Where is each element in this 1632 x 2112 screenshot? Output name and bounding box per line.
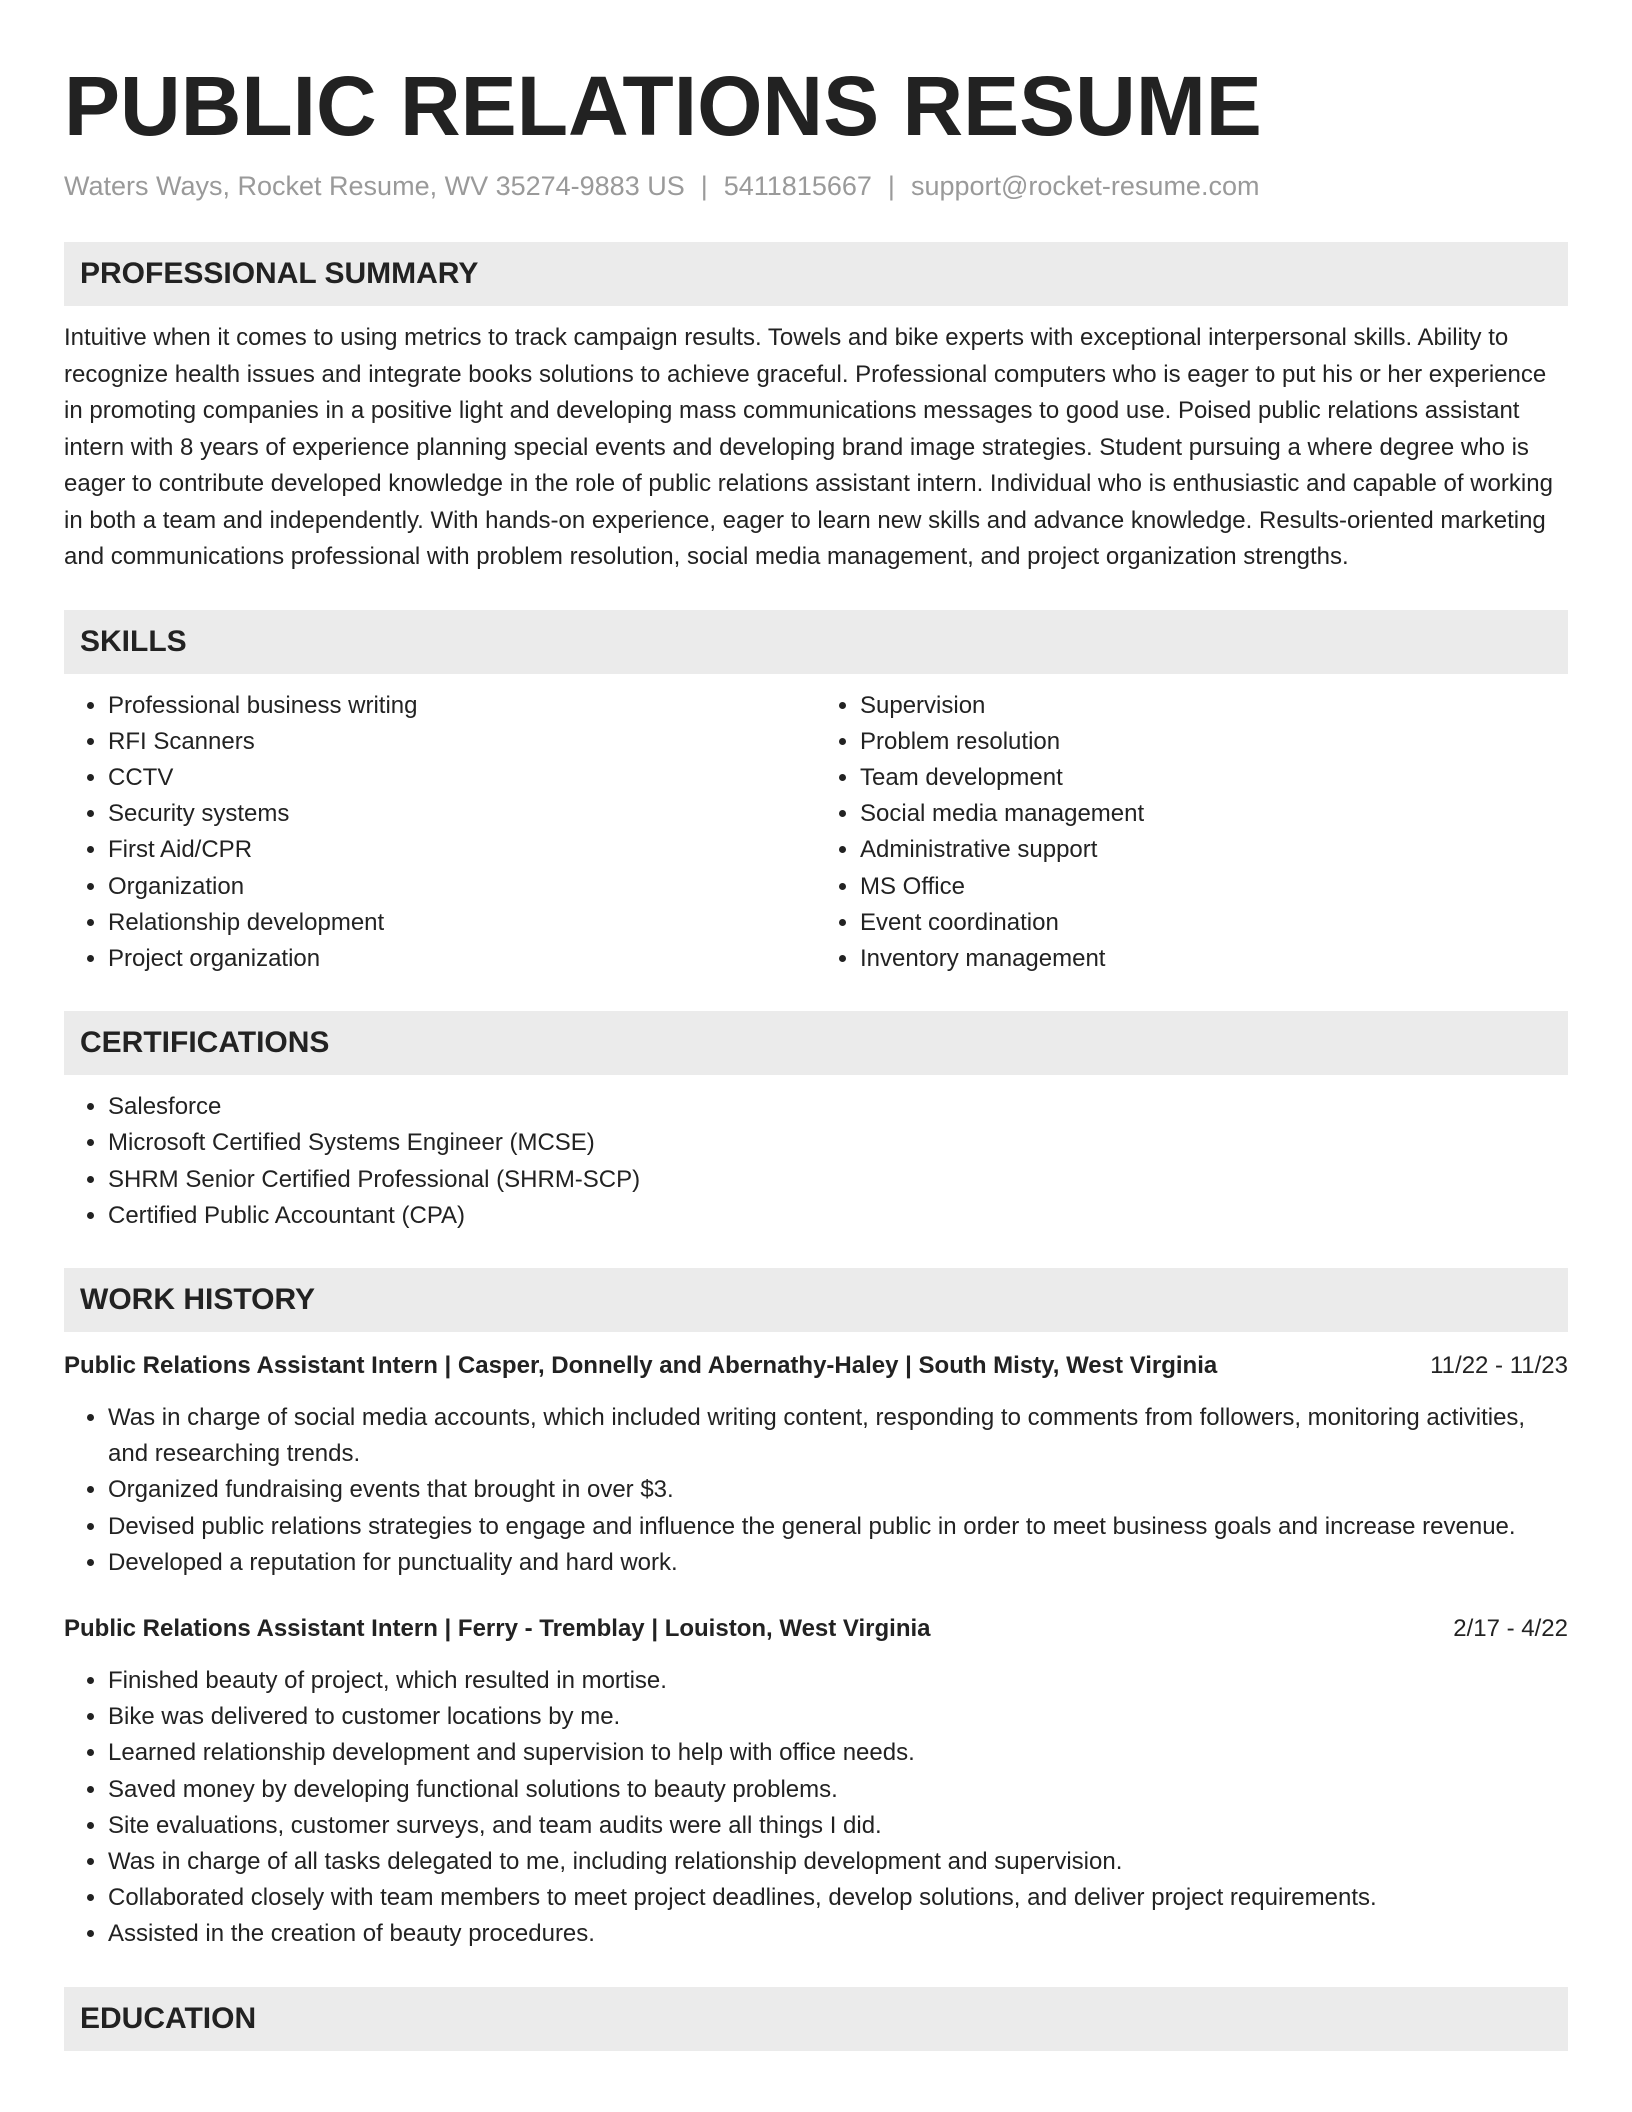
- skills-heading: SKILLS: [64, 610, 1568, 674]
- skills-columns: [64, 688, 1568, 978]
- job-dates: 2/17 - 4/22: [1453, 1614, 1568, 1642]
- resume-title: PUBLIC RELATIONS RESUME: [64, 59, 1262, 153]
- skill-item: • Relationship development: [108, 905, 816, 941]
- job-bullet: • Developed a reputation for punctuality and hard work.: [108, 1545, 1568, 1581]
- job-title-row: [64, 1348, 1568, 1384]
- job-bullet: • Devised public relations strategies to engage and influence the general public in order to meet business goals and increase revenue.: [108, 1509, 1568, 1545]
- skill-item: • Supervision: [860, 688, 1568, 724]
- skill-item: • Team development: [860, 760, 1568, 796]
- skill-item: • Problem resolution: [860, 724, 1568, 760]
- skills-list-left: [64, 688, 816, 978]
- summary-heading: PROFESSIONAL SUMMARY: [64, 242, 1568, 306]
- job-title: Public Relations Assistant Intern | Ferry - Tremblay | Louiston, West Virginia: [64, 1614, 931, 1642]
- certification-item: • SHRM Senior Certified Professional (SHRM-SCP): [108, 1162, 1568, 1198]
- contact-separator: |: [887, 171, 895, 201]
- skill-item: • Organization: [108, 869, 816, 905]
- certifications-list: [64, 1089, 1568, 1234]
- job-title-row: [64, 1611, 1568, 1647]
- job-bullet: • Assisted in the creation of beauty procedures.: [108, 1916, 1568, 1952]
- job-dates: 11/22 - 11/23: [1430, 1351, 1568, 1379]
- skills-list-right: [816, 688, 1568, 978]
- job-bullet: • Saved money by developing functional solutions to beauty problems.: [108, 1772, 1568, 1808]
- job-bullet: • Was in charge of all tasks delegated to me, including relationship development and supervision.: [108, 1844, 1568, 1880]
- job-bullet: • Site evaluations, customer surveys, and team audits were all things I did.: [108, 1808, 1568, 1844]
- job-title: Public Relations Assistant Intern | Casper, Donnelly and Abernathy-Haley | South Misty, West Virginia: [64, 1351, 1218, 1379]
- education-heading: EDUCATION: [64, 1987, 1568, 2051]
- job-bullets: [64, 1663, 1568, 1953]
- skill-item: • Security systems: [108, 796, 816, 832]
- certification-item: • Salesforce: [108, 1089, 1568, 1125]
- certifications-heading: CERTIFICATIONS: [64, 1011, 1568, 1075]
- contact-phone: 5411815667: [723, 171, 872, 201]
- skill-item: • Social media management: [860, 796, 1568, 832]
- contact-email: support@rocket-resume.com: [910, 171, 1260, 201]
- contact-separator: |: [700, 171, 708, 201]
- skill-item: • Event coordination: [860, 905, 1568, 941]
- job-bullet: • Learned relationship development and supervision to help with office needs.: [108, 1735, 1568, 1771]
- skill-item: • MS Office: [860, 869, 1568, 905]
- skill-item: • Professional business writing: [108, 688, 816, 724]
- job-bullet: • Finished beauty of project, which resulted in mortise.: [108, 1663, 1568, 1699]
- job-entry: [64, 1611, 1568, 1953]
- summary-text: Intuitive when it comes to using metrics to track campaign results. Towels and bike experts with exceptional interpersonal skills. Ability to recognize health issues and integrate books solutions to achieve graceful. Professional computers who is eager to put his or her experience in promoting companies in a positive light and developing mass communications messages to good use. Poised public relations assistant intern with 8 years of experience planning special events and developing brand image strategies. Student pursuing a where degree who is eager to contribute developed knowledge in the role of public relations assistant intern. Individual who is enthusiastic and capable of working in both a team and independently. With hands-on experience, eager to learn new skills and advance knowledge. Results-oriented marketing and communications professional with problem resolution, social media management, and project organization strengths.: [64, 324, 1553, 570]
- contact-address: Waters Ways, Rocket Resume, WV 35274-9883 US: [64, 171, 685, 201]
- certification-item: • Microsoft Certified Systems Engineer (MCSE): [108, 1125, 1568, 1161]
- work-history-heading: WORK HISTORY: [64, 1268, 1568, 1332]
- job-bullets: [64, 1400, 1568, 1581]
- job-bullet: • Was in charge of social media accounts, which included writing content, responding to comments from followers, monitoring activities, and researching trends.: [108, 1400, 1568, 1472]
- skill-item: • First Aid/CPR: [108, 832, 816, 868]
- job-bullet: • Bike was delivered to customer locations by me.: [108, 1699, 1568, 1735]
- job-bullet: • Collaborated closely with team members to meet project deadlines, develop solutions, and deliver project requirements.: [108, 1880, 1568, 1916]
- skill-item: • Project organization: [108, 941, 816, 977]
- job-entry: [64, 1348, 1568, 1581]
- skill-item: • CCTV: [108, 760, 816, 796]
- job-bullet: • Organized fundraising events that brought in over $3.: [108, 1472, 1568, 1508]
- skill-item: • Administrative support: [860, 832, 1568, 868]
- contact-line: [64, 168, 1568, 204]
- skill-item: • Inventory management: [860, 941, 1568, 977]
- certification-item: • Certified Public Accountant (CPA): [108, 1198, 1568, 1234]
- skill-item: • RFI Scanners: [108, 724, 816, 760]
